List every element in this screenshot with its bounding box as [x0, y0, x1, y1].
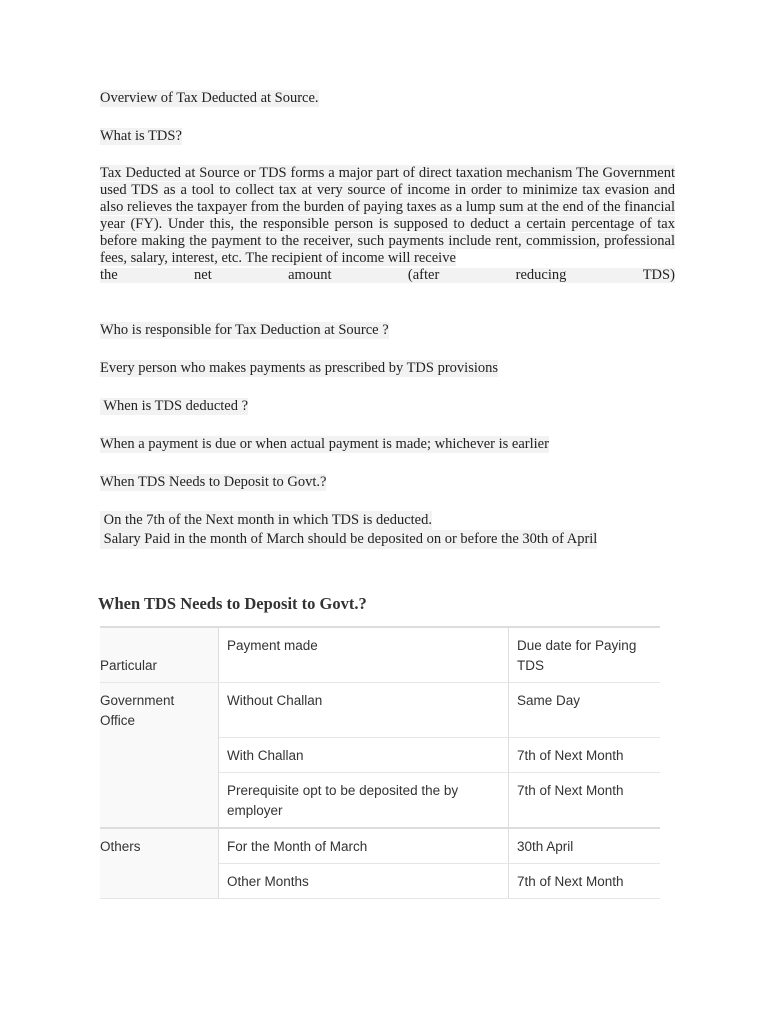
overview-title: Overview of Tax Deducted at Source. [100, 90, 319, 106]
question-what-is-tds: What is TDS? [100, 128, 182, 144]
answer-when-deducted: When a payment is due or when actual payment is made; whichever is earlier [100, 436, 549, 452]
question-when-deposit: When TDS Needs to Deposit to Govt.? [100, 474, 327, 490]
table-header-row [100, 627, 660, 683]
cell-particular [100, 772, 219, 828]
header-payment-made: Payment made [219, 627, 509, 683]
cell-payment: For the Month of March [219, 828, 509, 864]
header-particular: Particular [100, 627, 219, 683]
cell-payment: Prerequisite opt to be deposited the by employer [219, 772, 509, 828]
cell-payment: Other Months [219, 863, 509, 898]
cell-payment: Without Challan [219, 683, 509, 738]
tds-due-date-table [100, 626, 660, 899]
tds-definition-paragraph [100, 165, 675, 267]
cell-due: 7th of Next Month [509, 772, 661, 828]
header-due-date: Due date for Paying TDS [509, 627, 661, 683]
table-heading: When TDS Needs to Deposit to Govt.? [98, 594, 367, 613]
cell-particular [100, 863, 219, 898]
question-who-responsible: Who is responsible for Tax Deduction at Source ? [100, 322, 389, 338]
cell-due: 30th April [509, 828, 661, 864]
cell-particular: Government Office [100, 683, 219, 738]
table-row [100, 683, 660, 738]
table-row [100, 863, 660, 898]
answer-line-2: Salary Paid in the month of March should be deposited on or before the 30th of April [100, 531, 598, 547]
last-word: reducing [515, 267, 567, 283]
last-word: (after [407, 267, 440, 283]
table-row [100, 737, 660, 772]
question-when-deducted: When is TDS deducted ? [100, 398, 249, 414]
last-word: net [194, 267, 212, 283]
tds-definition-text: Tax Deducted at Source or TDS forms a major part of direct taxation mechanism The Government used TDS as a tool to collect tax at very source of income in order to minimize tax evasion and also relieves the taxpayer from the burden of paying taxes as a lump sum at the end of the financial year (FY). Under this, the responsible person is supposed to deduct a certain percentage of tax before making the payment to the receiver, such payments include rent, commission, professional fees, salary, interest, etc. The recipient of income will receive [100, 165, 675, 266]
cell-due: 7th of Next Month [509, 863, 661, 898]
table-row [100, 772, 660, 828]
cell-particular: Others [100, 828, 219, 864]
answer-when-deposit [100, 511, 597, 549]
last-word: the [100, 267, 118, 283]
cell-payment: With Challan [219, 737, 509, 772]
cell-particular [100, 737, 219, 772]
paragraph-last-line [100, 268, 675, 283]
last-word: amount [288, 267, 332, 283]
table-row [100, 828, 660, 864]
cell-due: 7th of Next Month [509, 737, 661, 772]
answer-who-responsible: Every person who makes payments as prescribed by TDS provisions [100, 360, 499, 376]
last-word: TDS) [642, 267, 675, 283]
cell-due: Same Day [509, 683, 661, 738]
answer-line-1: On the 7th of the Next month in which TDS is deducted. [100, 512, 432, 528]
